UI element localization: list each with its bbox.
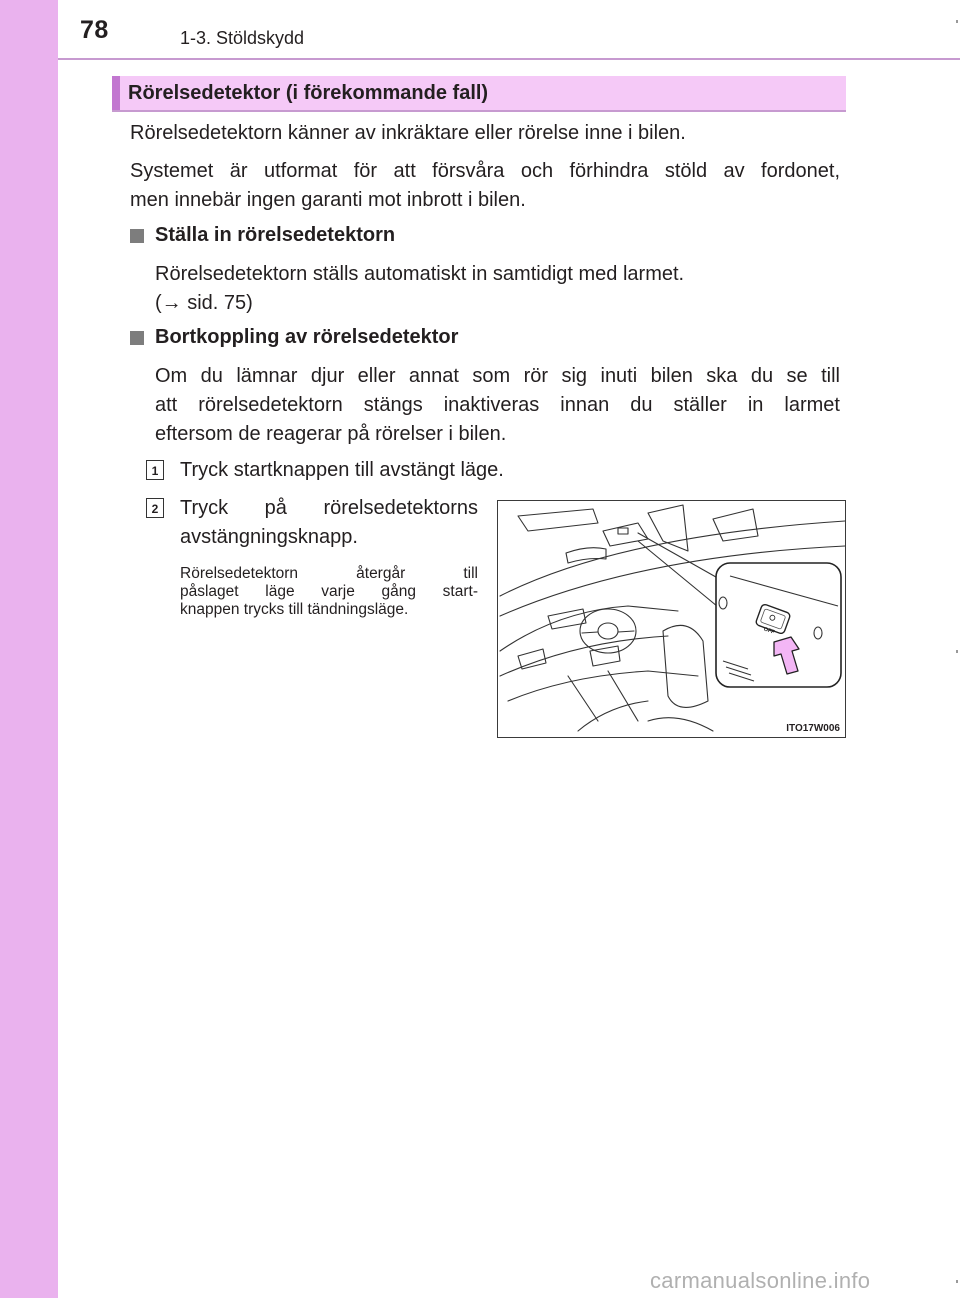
figure-code: ITO17W006 xyxy=(786,723,840,734)
step-1-text: Tryck startknappen till avstängt läge. xyxy=(180,459,504,481)
watermark: carmanualsonline.info xyxy=(650,1268,871,1293)
side-tab xyxy=(0,0,58,1298)
heading-set-detector: Ställa in rörelsedetektorn xyxy=(155,224,396,246)
header-rule xyxy=(58,58,960,60)
disable-text-line-3: eftersom de reagerar på rörelser i bilen. xyxy=(155,423,507,445)
banner-title: Rörelsedetektor (i förekommande fall) xyxy=(128,82,489,104)
step-2-note-line-1: Rörelsedetektorn återgår till xyxy=(180,565,478,582)
square-bullet-icon xyxy=(130,331,144,345)
edge-mark xyxy=(956,20,958,23)
set-detector-text: Rörelsedetektorn ställs automatiskt in samtidigt med larmet. xyxy=(155,263,685,285)
dashboard-illustration xyxy=(497,500,846,738)
disable-text-line-1: Om du lämnar djur eller annat som rör sig inuti bilen ska du se till xyxy=(155,365,840,387)
section-label: 1-3. Stöldskydd xyxy=(180,28,305,48)
dashboard-drawing xyxy=(498,501,845,737)
intro-para-line-2: men innebär ingen garanti mot inbrott i bilen. xyxy=(130,189,526,211)
edge-mark xyxy=(956,650,958,653)
step-2-text-line-2: avstängningsknapp. xyxy=(180,526,358,548)
step-2-note-line-3: knappen trycks till tändningsläge. xyxy=(180,601,409,618)
step-number-badge: 1 xyxy=(146,460,164,480)
page-reference-link[interactable]: (→ sid. 75) xyxy=(155,292,253,314)
intro-para-line-1: Systemet är utformat för att försvåra och förhindra stöld av fordonet, xyxy=(130,160,840,182)
edge-mark xyxy=(956,1280,958,1283)
square-bullet-icon xyxy=(130,229,144,243)
disable-text-line-2: att rörelsedetektorn stängs inaktiveras innan du ställer in larmet xyxy=(155,394,840,416)
step-2-note-line-2: påslaget läge varje gång start- xyxy=(180,583,478,600)
page-number: 78 xyxy=(80,16,109,44)
intro-line: Rörelsedetektorn känner av inkräktare eller rörelse inne i bilen. xyxy=(130,122,686,144)
heading-disable-detector: Bortkoppling av rörelsedetektor xyxy=(155,326,459,348)
step-number-badge: 2 xyxy=(146,498,164,518)
banner-accent xyxy=(112,76,120,110)
step-2-text-line-1: Tryck på rörelsedetektorns xyxy=(180,497,478,519)
off-button-label: OFF xyxy=(762,626,776,636)
section-banner xyxy=(112,76,846,112)
